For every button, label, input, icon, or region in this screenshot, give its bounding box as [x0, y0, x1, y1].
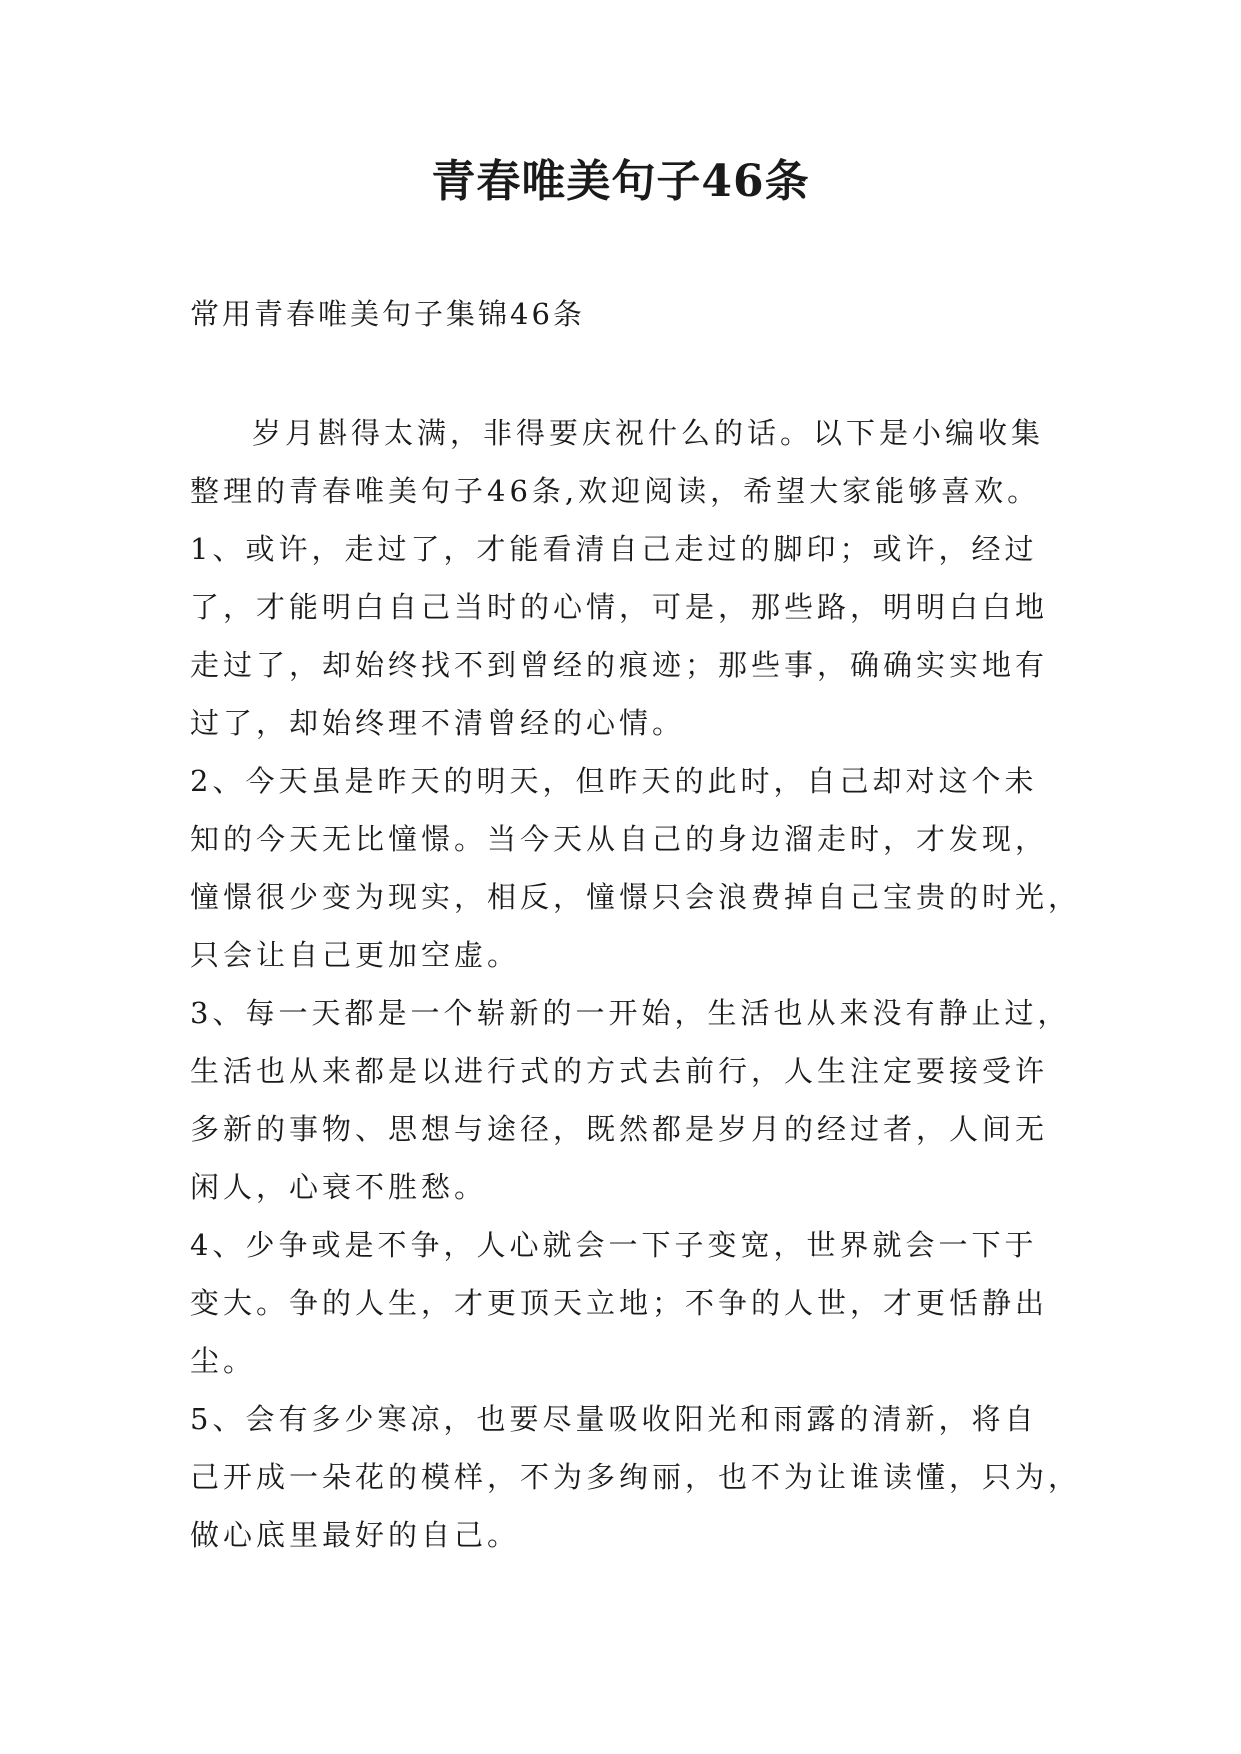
- intro-line-2: 整理的青春唯美句子46条,欢迎阅读，希望大家能够喜欢。: [190, 474, 1041, 508]
- item-1-line-1: 1、或许，走过了，才能看清自己走过的脚印；或许，经过: [190, 532, 1038, 566]
- item-2-line-1: 2、今天虽是昨天的明天，但昨天的此时，自己却对这个未: [190, 764, 1038, 798]
- document-body: [190, 404, 1082, 1564]
- item-5-line-3: 做心底里最好的自己。: [190, 1518, 521, 1552]
- document-subtitle: 常用青春唯美句子集锦46条: [190, 297, 585, 331]
- item-4-line-3: 尘。: [190, 1344, 257, 1378]
- item-1-line-2: 了，才能明白自己当时的心情，可是，那些路，明明白白地: [190, 590, 1049, 624]
- item-3-line-3: 多新的事物、思想与途径，既然都是岁月的经过者，人间无: [190, 1112, 1049, 1146]
- intro-line-1: 岁月斟得太满，非得要庆祝什么的话。以下是小编收集: [252, 416, 1045, 450]
- item-3-line-1: 3、每一天都是一个崭新的一开始，生活也从来没有静止过，: [190, 996, 1071, 1030]
- item-5-line-1: 5、会有多少寒凉，也要尽量吸收阳光和雨露的清新，将自: [190, 1402, 1038, 1436]
- item-2-line-2: 知的今天无比憧憬。当今天从自己的身边溜走时，才发现，: [190, 822, 1049, 856]
- item-2-line-4: 只会让自己更加空虚。: [190, 938, 521, 972]
- item-1-line-3: 走过了，却始终找不到曾经的痕迹；那些事，确确实实地有: [190, 648, 1049, 682]
- item-1-line-4: 过了，却始终理不清曾经的心情。: [190, 706, 686, 740]
- document-title: 青春唯美句子46条: [431, 156, 810, 207]
- item-3-line-2: 生活也从来都是以进行式的方式去前行，人生注定要接受许: [190, 1054, 1049, 1088]
- item-2-line-3: 憧憬很少变为现实，相反，憧憬只会浪费掉自己宝贵的时光，: [190, 880, 1082, 914]
- item-5-line-2: 己开成一朵花的模样，不为多绚丽，也不为让谁读懂，只为，: [190, 1460, 1082, 1494]
- item-4-line-2: 变大。争的人生，才更顶天立地；不争的人世，才更恬静出: [190, 1286, 1049, 1320]
- item-3-line-4: 闲人，心衰不胜愁。: [190, 1170, 488, 1204]
- item-4-line-1: 4、少争或是不争，人心就会一下子变宽，世界就会一下于: [190, 1228, 1038, 1262]
